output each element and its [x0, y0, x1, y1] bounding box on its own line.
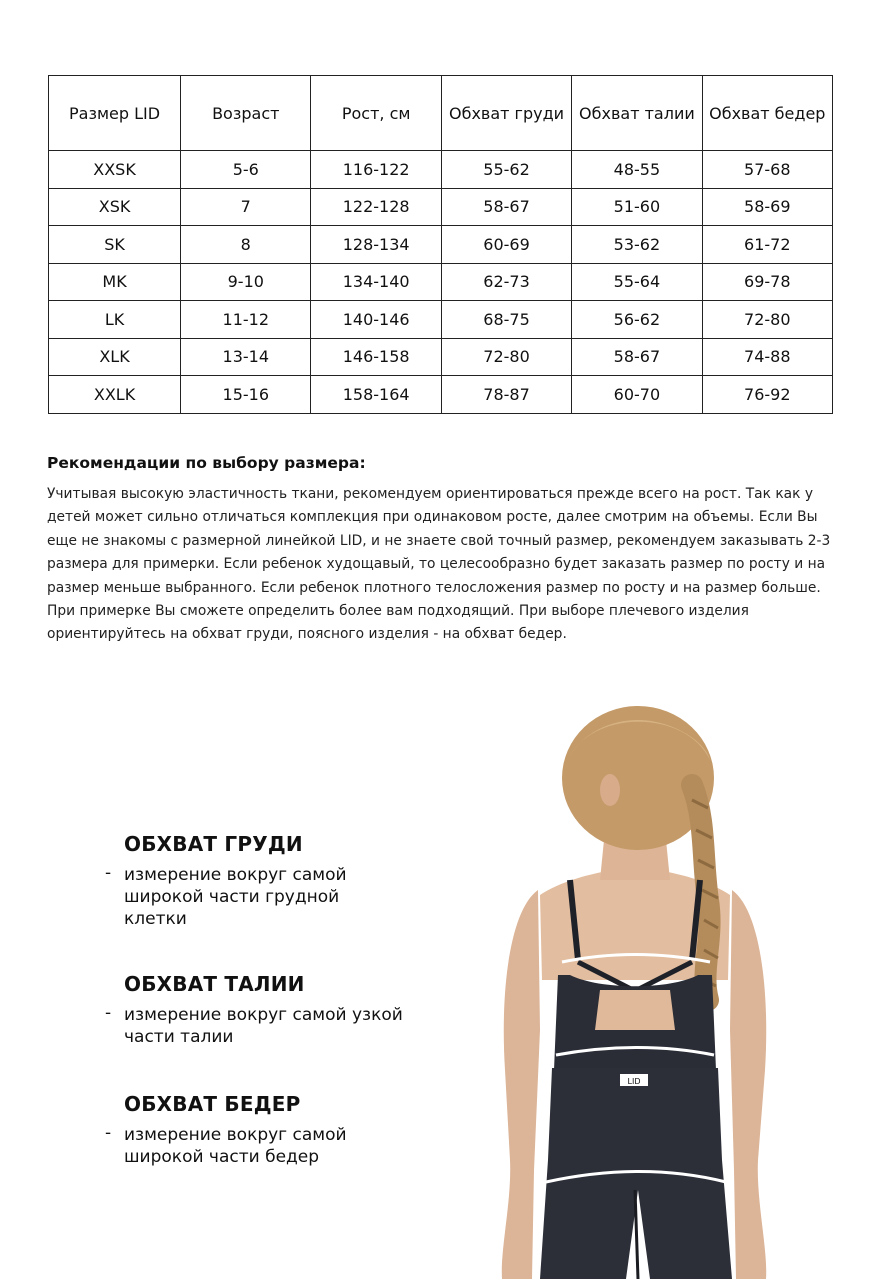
cell-size: XLK: [49, 338, 181, 376]
brand-tag-text: LID: [627, 1077, 641, 1086]
table-row: [49, 301, 833, 339]
measure-chest-title: ОБХВАТ ГРУДИ: [124, 832, 303, 856]
cell-height: 140-146: [311, 301, 441, 339]
cell-waist: 51-60: [572, 188, 702, 226]
bullet-dash: -: [105, 1003, 112, 1023]
measure-hips-text: измерение вокруг самой широкой части бедер: [124, 1125, 347, 1167]
cell-age: 13-14: [181, 338, 311, 376]
cell-chest: 62-73: [441, 263, 571, 301]
cell-chest: 68-75: [441, 301, 571, 339]
measure-waist-block: [104, 972, 404, 1048]
measure-chest-text: измерение вокруг самой широкой части грудной клетки: [124, 865, 347, 929]
measure-hips-description: [104, 1124, 404, 1168]
bullet-dash: -: [105, 863, 112, 883]
cell-height: 116-122: [311, 151, 441, 189]
recommendations-text: Учитывая высокую эластичность ткани, рекомендуем ориентироваться прежде всего на рост. Так как у детей может сильно отличаться комплекция при одинаковом росте, далее смотрим на объемы. Если Вы еще не знакомы с размерной линейкой LID, и не знаете свой точный размер, рекомендуем заказывать 2-3 размера для примерки. Если ребенок худощавый, то целесообразно будет заказать размер по росту и на размер меньше выбранного. Если ребенок плотного телосложения размер по росту и на размер больше. При примерке Вы сможете определить более вам подходящий. При выборе плечевого изделия ориентируйтесь на обхват груди, поясного изделия - на обхват бедер.: [47, 486, 831, 643]
cell-height: 128-134: [311, 226, 441, 264]
measure-hips-block: [104, 1092, 404, 1168]
table-header-row: [49, 76, 833, 151]
cell-size: MK: [49, 263, 181, 301]
cell-hips: 74-88: [702, 338, 832, 376]
cell-hips: 57-68: [702, 151, 832, 189]
cell-age: 8: [181, 226, 311, 264]
model-photo: [470, 690, 800, 1279]
cell-hips: 69-78: [702, 263, 832, 301]
cell-height: 146-158: [311, 338, 441, 376]
cell-height: 122-128: [311, 188, 441, 226]
measure-chest-description: [104, 864, 404, 930]
cell-chest: 78-87: [441, 376, 571, 414]
table-row: [49, 188, 833, 226]
cell-size: LK: [49, 301, 181, 339]
cell-size: XXSK: [49, 151, 181, 189]
cell-age: 11-12: [181, 301, 311, 339]
cell-height: 158-164: [311, 376, 441, 414]
cell-age: 15-16: [181, 376, 311, 414]
table-row: [49, 151, 833, 189]
cell-hips: 76-92: [702, 376, 832, 414]
recommendations-title: Рекомендации по выбору размера:: [47, 454, 366, 472]
cell-size: XXLK: [49, 376, 181, 414]
header-hips: Обхват бедер: [702, 76, 832, 151]
cell-chest: 60-69: [441, 226, 571, 264]
cell-age: 9-10: [181, 263, 311, 301]
cell-waist: 60-70: [572, 376, 702, 414]
cell-hips: 72-80: [702, 301, 832, 339]
table-row: [49, 263, 833, 301]
table-row: [49, 338, 833, 376]
cell-chest: 72-80: [441, 338, 571, 376]
table-row: [49, 376, 833, 414]
measure-waist-description: [104, 1004, 404, 1048]
header-waist: Обхват талии: [572, 76, 702, 151]
cell-age: 5-6: [181, 151, 311, 189]
header-height: Рост, см: [311, 76, 441, 151]
header-size: Размер LID: [49, 76, 181, 151]
cell-hips: 58-69: [702, 188, 832, 226]
cell-hips: 61-72: [702, 226, 832, 264]
size-chart-table: [48, 75, 833, 414]
cell-chest: 58-67: [441, 188, 571, 226]
cell-age: 7: [181, 188, 311, 226]
girl-figure: [502, 706, 766, 1279]
cell-chest: 55-62: [441, 151, 571, 189]
header-chest: Обхват груди: [441, 76, 571, 151]
cell-waist: 58-67: [572, 338, 702, 376]
cell-waist: 53-62: [572, 226, 702, 264]
cell-size: XSK: [49, 188, 181, 226]
cell-height: 134-140: [311, 263, 441, 301]
cell-waist: 55-64: [572, 263, 702, 301]
cell-waist: 48-55: [572, 151, 702, 189]
table-row: [49, 226, 833, 264]
measure-waist-text: измерение вокруг самой узкой части талии: [124, 1005, 403, 1047]
bullet-dash: -: [105, 1123, 112, 1143]
header-age: Возраст: [181, 76, 311, 151]
cell-waist: 56-62: [572, 301, 702, 339]
measure-hips-title: ОБХВАТ БЕДЕР: [124, 1092, 301, 1116]
measure-waist-title: ОБХВАТ ТАЛИИ: [124, 972, 305, 996]
measure-chest-block: [104, 832, 404, 930]
cell-size: SK: [49, 226, 181, 264]
